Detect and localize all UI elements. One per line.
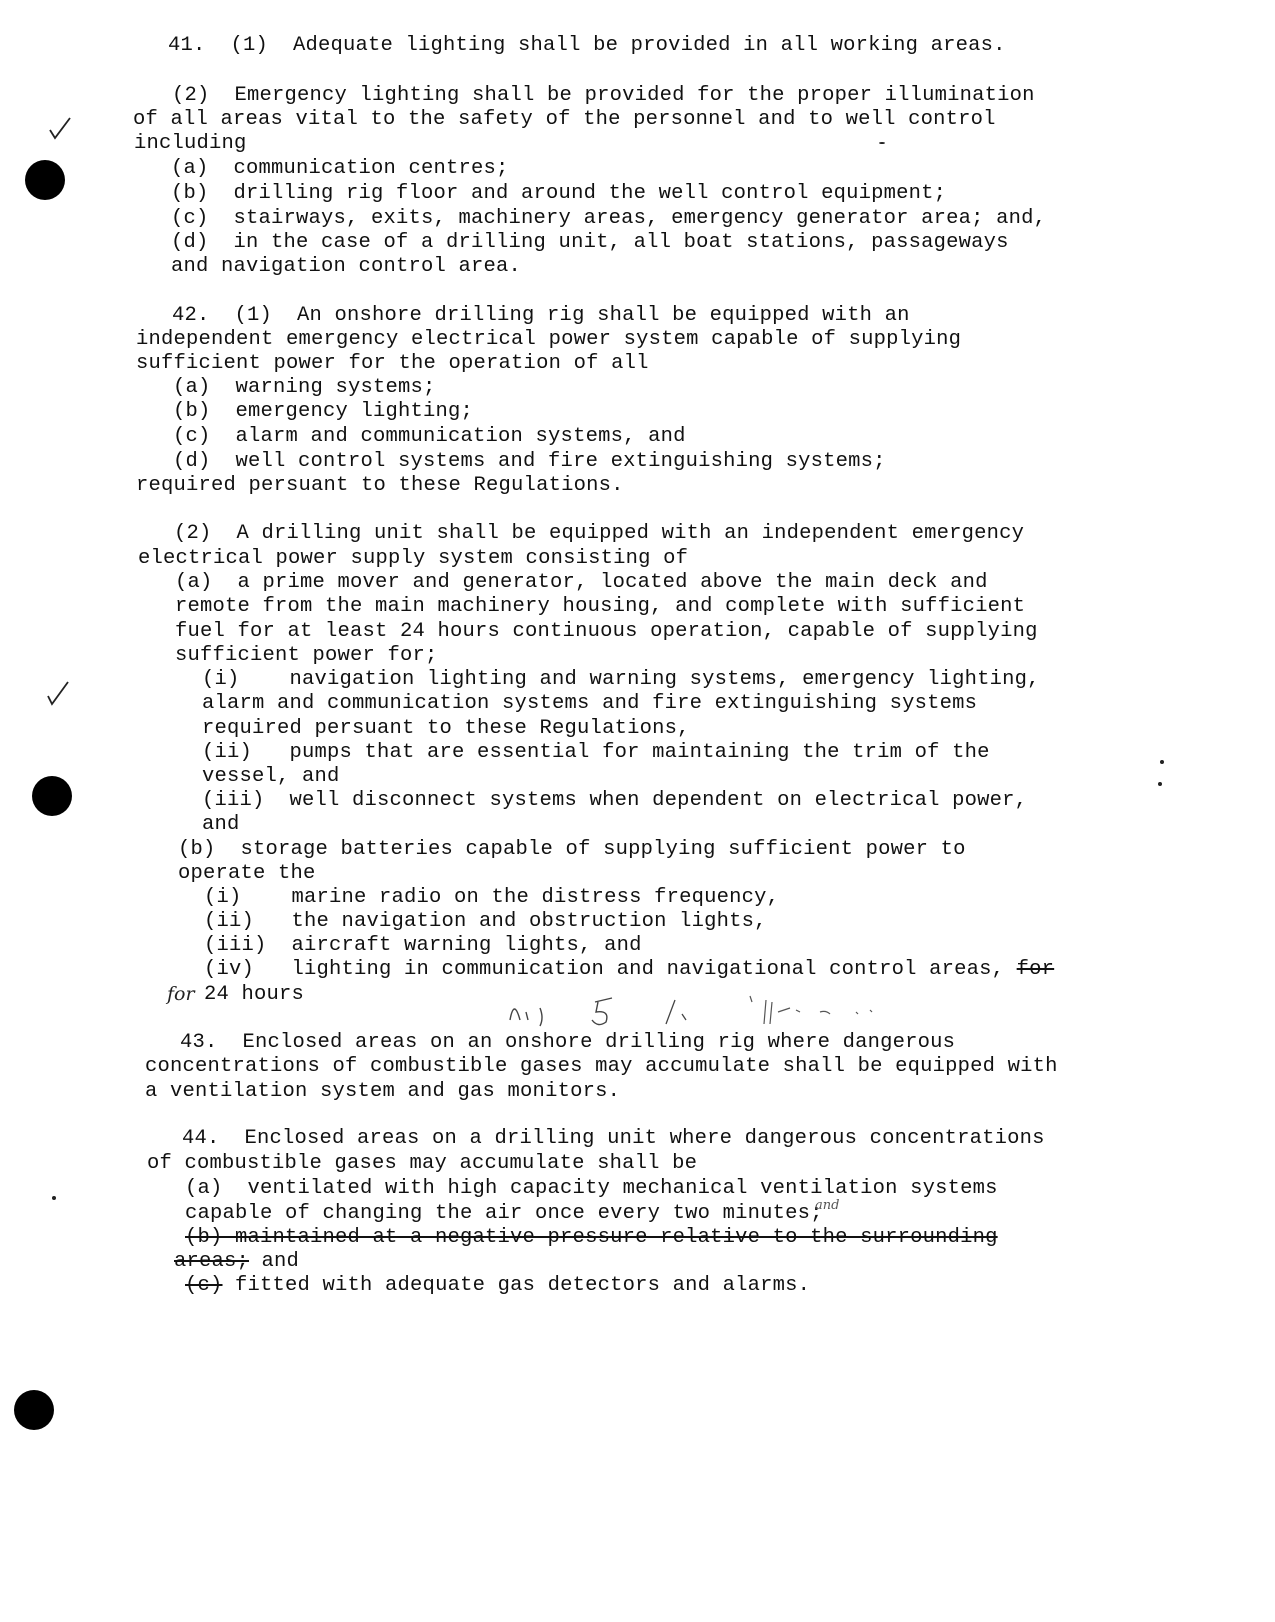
s42-line xyxy=(204,958,1054,982)
s42-line: 24 hours xyxy=(204,983,305,1006)
s41-line: including xyxy=(134,132,247,155)
speck xyxy=(1160,760,1164,764)
s42-line: vessel, and xyxy=(202,765,340,788)
s43-line: 43. Enclosed areas on an onshore drilling rig where dangerous xyxy=(180,1031,956,1054)
s42-line: (b) storage batteries capable of supplying sufficient power to xyxy=(178,838,966,861)
s42-line: required persuant to these Regulations, xyxy=(202,717,690,740)
s44-line-text: and xyxy=(261,1250,300,1273)
s41-line: 41. (1) Adequate lighting shall be provided in all working areas. xyxy=(168,34,1006,57)
checkmark-icon xyxy=(48,116,72,140)
s41-line: (a) communication centres; xyxy=(171,157,509,180)
speck xyxy=(1158,782,1162,786)
s41-line: (d) in the case of a drilling unit, all boat stations, passageways xyxy=(171,231,1009,254)
s42-line: (ii) the navigation and obstruction lights, xyxy=(204,910,767,933)
s42-line: (iii) well disconnect systems when dependent on electrical power, xyxy=(202,789,1028,812)
s42-line: (b) emergency lighting; xyxy=(173,400,474,423)
handwritten-scribble xyxy=(500,990,900,1030)
s42-line: sufficient power for; xyxy=(175,644,438,667)
s42-line: fuel for at least 24 hours continuous operation, capable of supplying xyxy=(175,620,1038,643)
s42-line: (i) marine radio on the distress frequency, xyxy=(204,886,780,909)
s42-line: (a) warning systems; xyxy=(173,376,436,399)
s41-line: (2) Emergency lighting shall be provided for the proper illumination xyxy=(172,84,1035,107)
s44-line: (a) ventilated with high capacity mechanical ventilation systems xyxy=(185,1177,998,1200)
s41-line: and navigation control area. xyxy=(171,255,522,278)
s43-line: concentrations of combustible gases may accumulate shall be equipped with xyxy=(145,1055,1058,1078)
s42-line: required persuant to these Regulations. xyxy=(136,474,624,497)
s42-line: (a) a prime mover and generator, located above the main deck and xyxy=(175,571,988,594)
s42-line: (i) navigation lighting and warning systems, emergency lighting, xyxy=(202,668,1040,691)
s42-line: operate the xyxy=(178,862,316,885)
checkmark-icon xyxy=(46,680,70,706)
s44-line: 44. Enclosed areas on a drilling unit where dangerous concentrations xyxy=(182,1127,1045,1150)
struck-word: (c) xyxy=(185,1274,223,1297)
s42-line: remote from the main machinery housing, and complete with sufficient xyxy=(175,595,1026,618)
s41-line: (c) stairways, exits, machinery areas, emergency generator area; and, xyxy=(171,207,1047,230)
s42-line: (2) A drilling unit shall be equipped with an independent emergency xyxy=(174,522,1025,545)
speck xyxy=(879,142,885,144)
speck xyxy=(52,1196,56,1200)
binder-hole xyxy=(14,1390,54,1430)
s42-line-text: (iv) lighting in communication and navigational control areas, xyxy=(204,958,1005,981)
s41-line: of all areas vital to the safety of the personnel and to well control xyxy=(133,108,996,131)
s44-line xyxy=(185,1274,810,1298)
s44-line xyxy=(174,1250,299,1274)
handwritten-insertion: for xyxy=(167,983,195,1005)
s42-line: electrical power supply system consisting of xyxy=(138,547,689,570)
s44-line-text: fitted with adequate gas detectors and alarms. xyxy=(235,1274,811,1297)
s44-line: of combustible gases may accumulate shall be xyxy=(147,1152,698,1175)
s42-line: (ii) pumps that are essential for maintaining the trim of the xyxy=(202,741,990,764)
s42-line: (d) well control systems and fire extinguishing systems; xyxy=(173,450,886,473)
s44-line: capable of changing the air once every two minutes; xyxy=(185,1202,823,1225)
s42-line: (c) alarm and communication systems, and xyxy=(173,425,686,448)
s42-line: alarm and communication systems and fire extinguishing systems xyxy=(202,692,978,715)
binder-hole xyxy=(25,160,65,200)
s42-line: 42. (1) An onshore drilling rig shall be equipped with an xyxy=(172,304,910,327)
struck-line: (b) maintained at a negative pressure relative to the surrounding xyxy=(185,1226,998,1249)
binder-hole xyxy=(32,776,72,816)
s42-line: sufficient power for the operation of all xyxy=(136,352,649,375)
s42-line: independent emergency electrical power system capable of supplying xyxy=(136,328,962,351)
struck-word: areas; xyxy=(174,1250,250,1273)
s41-line: (b) drilling rig floor and around the well control equipment; xyxy=(171,182,947,205)
s42-line: and xyxy=(202,813,240,836)
struck-word: for xyxy=(1016,958,1055,981)
handwritten-insertion: and xyxy=(815,1198,840,1213)
s43-line: a ventilation system and gas monitors. xyxy=(145,1080,621,1103)
s42-line: (iii) aircraft warning lights, and xyxy=(204,934,642,957)
